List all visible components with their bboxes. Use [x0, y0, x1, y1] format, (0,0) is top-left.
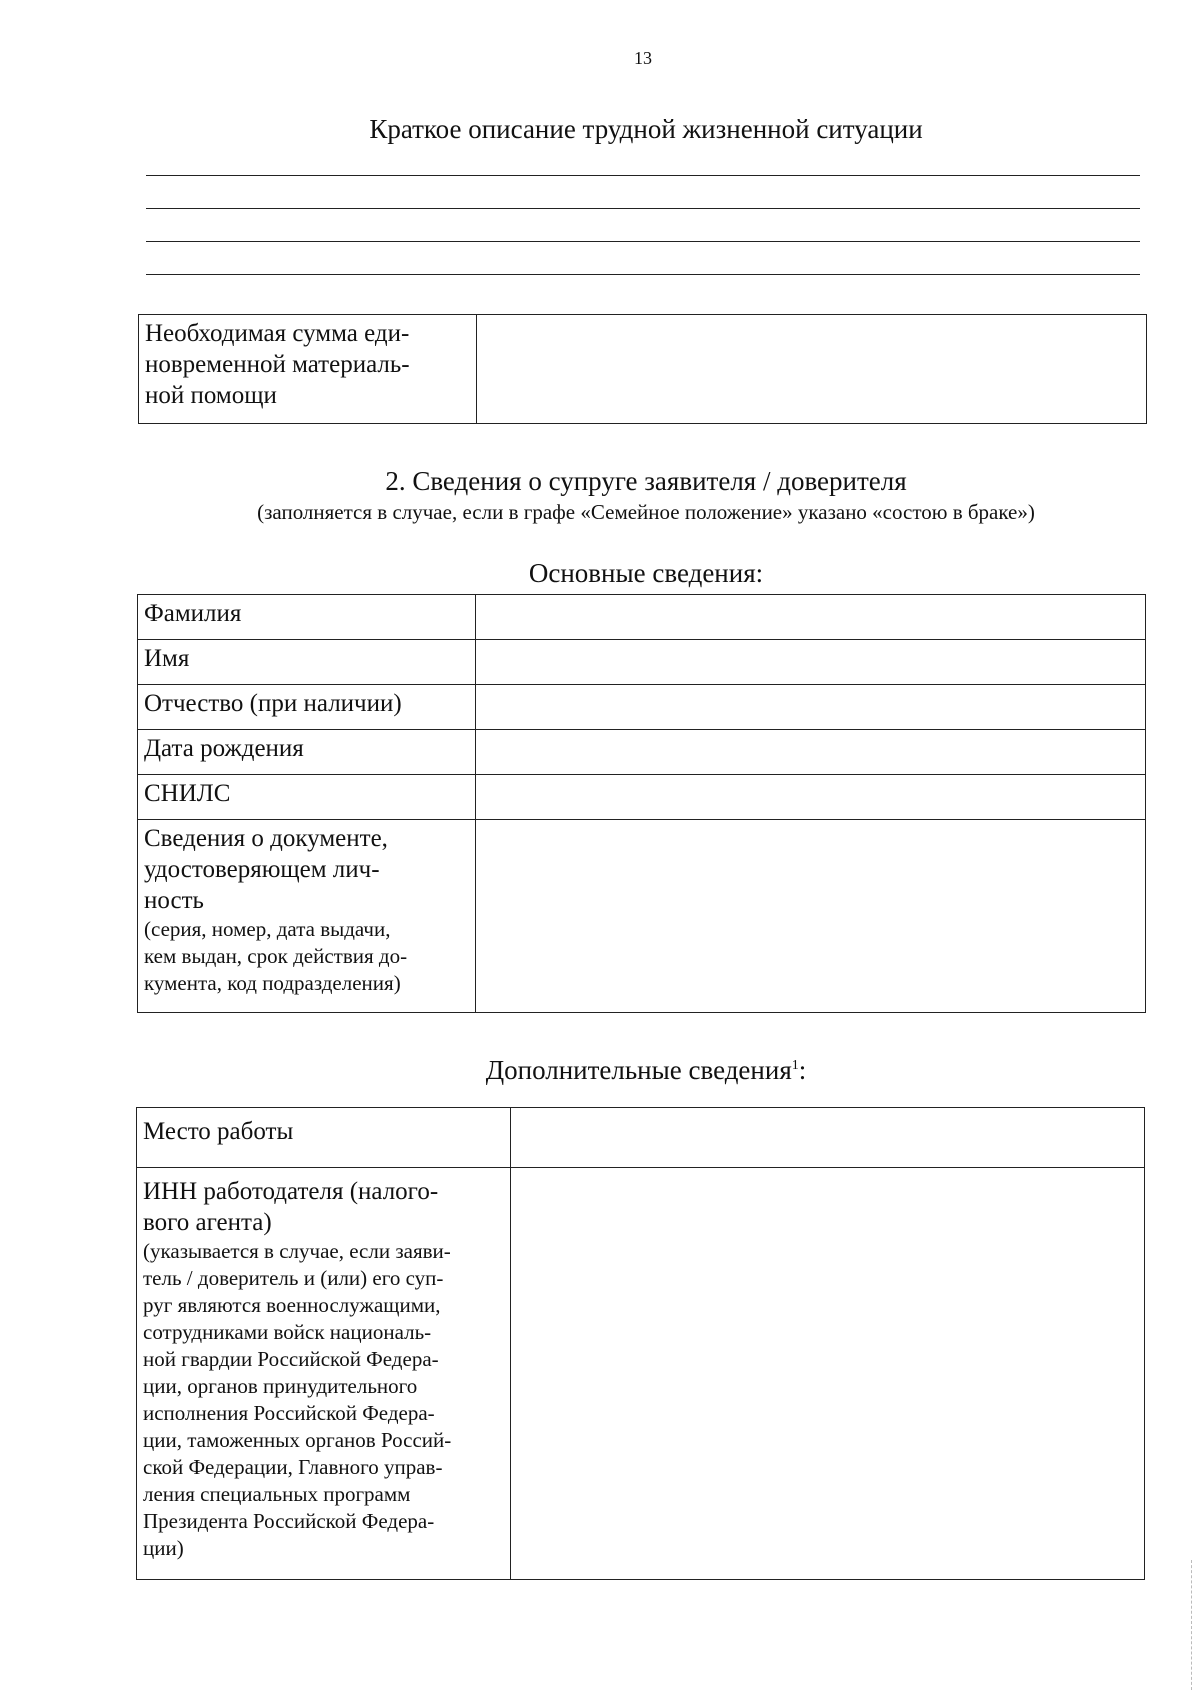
additional-info-table: [136, 1107, 1145, 1580]
surname-value-cell[interactable]: [476, 595, 1146, 640]
employer-inn-line-1: ИНН работодателя (налого-: [143, 1178, 439, 1205]
amount-value-cell[interactable]: [477, 315, 1147, 424]
employer-inn-note-6: ции, органов принудительного: [143, 1374, 418, 1398]
identity-document-note-2: кем выдан, срок действия до-: [144, 944, 408, 968]
birth-date-value-cell[interactable]: [476, 730, 1146, 775]
scan-edge-mark: [1190, 1560, 1192, 1690]
identity-document-line-1: Сведения о документе,: [144, 825, 388, 852]
spouse-section-subtitle: (заполняется в случае, если в графе «Семейное положение» указано «состою в браке»): [257, 500, 1035, 524]
spouse-section-title: 2. Сведения о супруге заявителя / доверителя: [385, 466, 907, 496]
amount-label: [139, 315, 477, 424]
basic-info-title: Основные сведения:: [528, 558, 764, 588]
patronymic-value-cell[interactable]: [476, 685, 1146, 730]
amount-label-line-3: ной помощи: [145, 382, 277, 409]
page-number: 13: [634, 48, 652, 68]
surname-label: Фамилия: [138, 595, 476, 640]
row-workplace: [137, 1108, 1145, 1168]
first-name-label: Имя: [138, 640, 476, 685]
row-employer-inn: [137, 1168, 1145, 1580]
birth-date-label: Дата рождения: [138, 730, 476, 775]
identity-document-label: [138, 820, 476, 1013]
employer-inn-value-cell[interactable]: [511, 1168, 1145, 1580]
employer-inn-note-11: Президента Российской Федера-: [143, 1509, 435, 1533]
identity-document-line-3: ность: [144, 887, 204, 914]
snils-value-cell[interactable]: [476, 775, 1146, 820]
situation-description-line-4[interactable]: [146, 274, 1140, 275]
basic-info-table: [137, 594, 1146, 1013]
patronymic-label: Отчество (при наличии): [138, 685, 476, 730]
identity-document-note-3: кумента, код подразделения): [144, 971, 401, 995]
employer-inn-note-3: руг являются военнослужащими,: [143, 1293, 441, 1317]
employer-inn-label: [137, 1168, 511, 1580]
amount-label-line-2: новременной материаль-: [145, 351, 410, 378]
row-patronymic: [138, 685, 1146, 730]
employer-inn-note-5: ной гвардии Российской Федера-: [143, 1347, 439, 1371]
employer-inn-note-8: ции, таможенных органов Россий-: [143, 1428, 452, 1452]
employer-inn-note-2: тель / доверитель и (или) его суп-: [143, 1266, 444, 1290]
employer-inn-line-2: вого агента): [143, 1209, 272, 1236]
identity-document-value-cell[interactable]: [476, 820, 1146, 1013]
amount-label-line-1: Необходимая сумма еди-: [145, 320, 410, 347]
additional-info-title-text: Дополнительные сведения: [485, 1055, 792, 1085]
additional-info-title-suffix: :: [798, 1055, 807, 1085]
footnote-mark: 1: [791, 1058, 799, 1073]
situation-description-line-2[interactable]: [146, 208, 1140, 209]
additional-info-title: [146, 1055, 1146, 1086]
situation-description-line-1[interactable]: [146, 175, 1140, 176]
row-surname: [138, 595, 1146, 640]
row-snils: [138, 775, 1146, 820]
amount-row: [139, 315, 1147, 424]
row-first-name: [138, 640, 1146, 685]
workplace-label: Место работы: [137, 1108, 511, 1168]
identity-document-line-2: удостоверяющем лич-: [144, 856, 380, 883]
employer-inn-note-7: исполнения Российской Федера-: [143, 1401, 435, 1425]
snils-label: СНИЛС: [138, 775, 476, 820]
workplace-value-cell[interactable]: [511, 1108, 1145, 1168]
employer-inn-note-12: ции): [143, 1536, 184, 1560]
situation-description-line-3[interactable]: [146, 241, 1140, 242]
row-identity-document: [138, 820, 1146, 1013]
employer-inn-note-10: ления специальных программ: [143, 1482, 411, 1506]
first-name-value-cell[interactable]: [476, 640, 1146, 685]
amount-table: [138, 314, 1147, 424]
employer-inn-note-1: (указывается в случае, если заяви-: [143, 1239, 451, 1263]
situation-description-title: Краткое описание трудной жизненной ситуации: [369, 114, 923, 144]
identity-document-note-1: (серия, номер, дата выдачи,: [144, 917, 391, 941]
row-birth-date: [138, 730, 1146, 775]
employer-inn-note-9: ской Федерации, Главного управ-: [143, 1455, 443, 1479]
employer-inn-note-4: сотрудниками войск националь-: [143, 1320, 432, 1344]
